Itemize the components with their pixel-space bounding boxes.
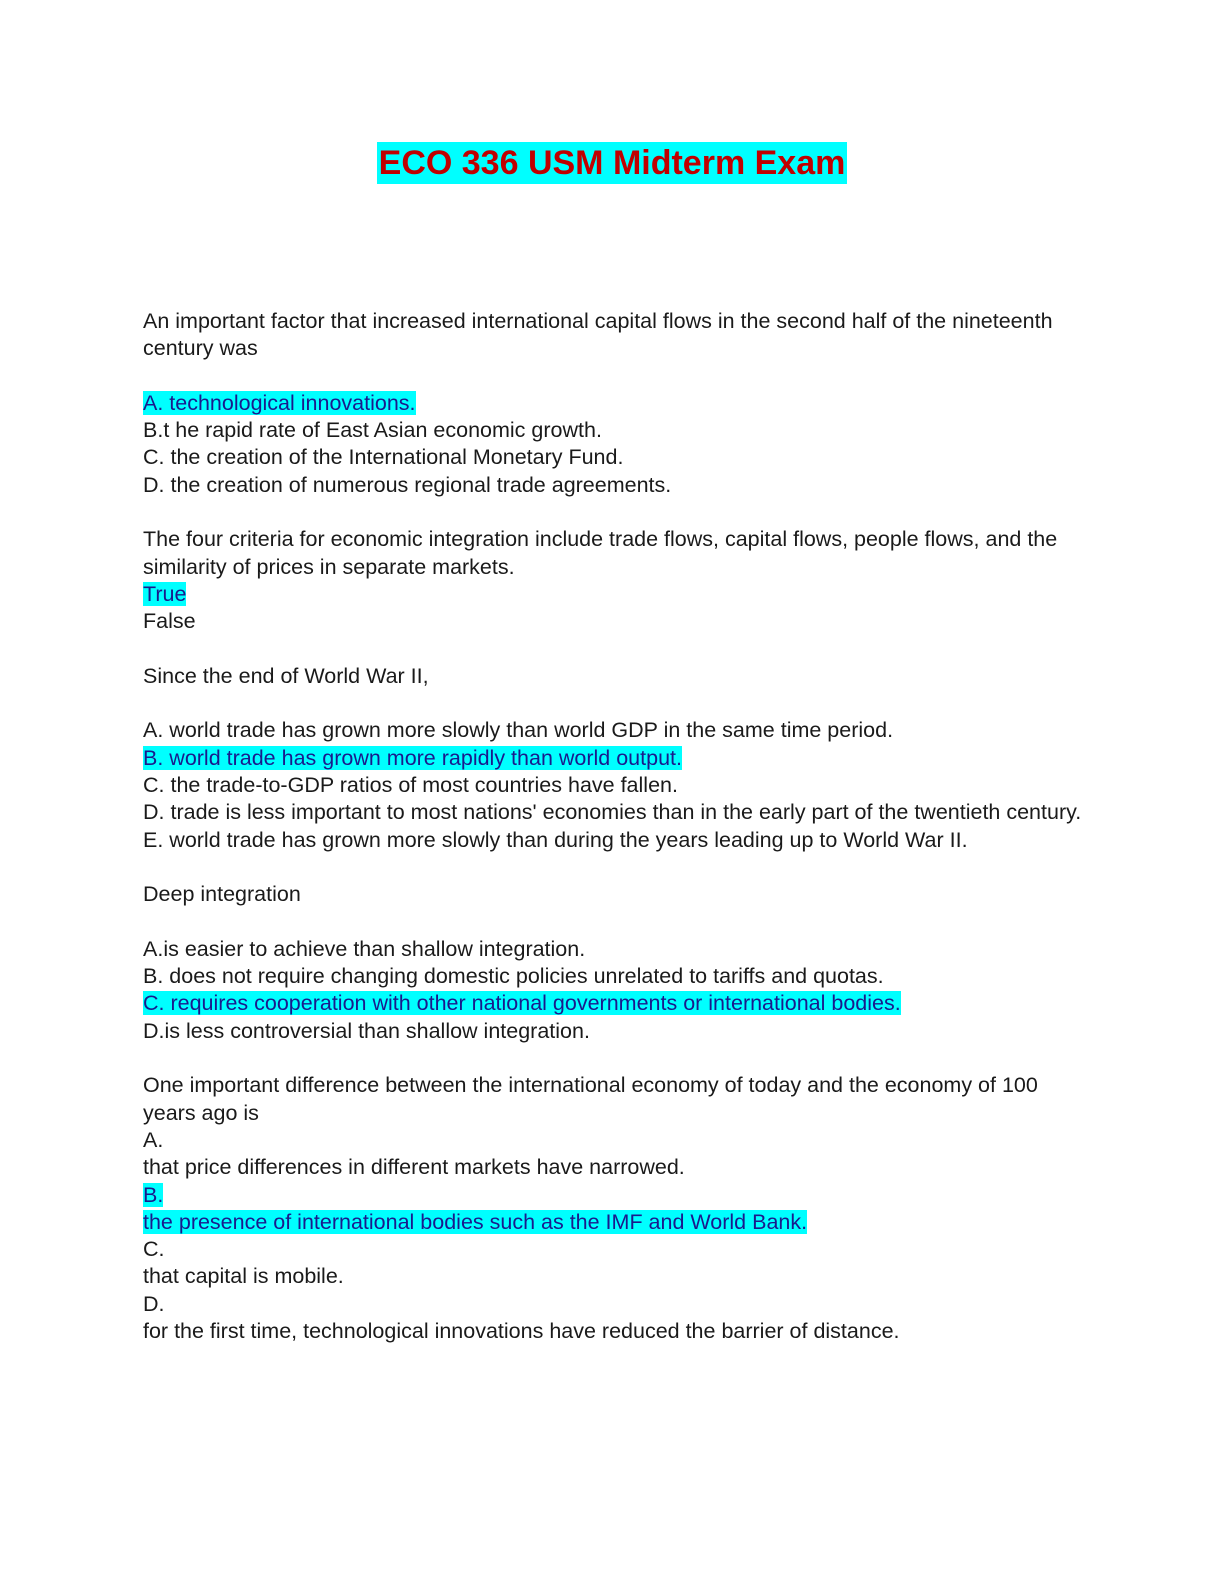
option-letter: D. (143, 1291, 165, 1316)
option-text: for the first time, technological innovations have reduced the barrier of distance. (143, 1318, 900, 1343)
question-prompt: The four criteria for economic integration include trade flows, capital flows, people flows, and the similarity of prices in separate markets. (143, 527, 1058, 579)
answer-option: D. trade is less important to most nations' economies than in the early part of the twentieth century. (143, 800, 1082, 825)
option-letter: A. (143, 1127, 164, 1152)
option-text-correct: the presence of international bodies such as the IMF and World Bank. (143, 1209, 808, 1234)
option-text: that capital is mobile. (143, 1264, 344, 1289)
answer-option: False (143, 609, 196, 634)
answer-option: D.is less controversial than shallow integration. (143, 1018, 590, 1043)
question-prompt: One important difference between the international economy of today and the economy of 100 years ago is (143, 1073, 1038, 1125)
answer-option: B.t he rapid rate of East Asian economic growth. (143, 418, 602, 443)
question-1 (143, 308, 1088, 499)
answer-option: A.is easier to achieve than shallow integration. (143, 936, 586, 961)
question-prompt: An important factor that increased international capital flows in the second half of the nineteenth century was (143, 309, 1053, 361)
question-prompt: Since the end of World War II, (143, 663, 429, 688)
page-title: ECO 336 USM Midterm Exam (378, 144, 846, 182)
question-prompt: Deep integration (143, 882, 301, 907)
option-letter: C. (143, 1237, 165, 1262)
question-4 (143, 881, 1088, 1045)
answer-option: C. the trade-to-GDP ratios of most countries have fallen. (143, 773, 678, 798)
answer-option-correct: True (143, 581, 187, 606)
option-letter-correct: B. (143, 1182, 164, 1207)
answer-option-correct: B. world trade has grown more rapidly than world output. (143, 745, 682, 770)
answer-option-correct: A. technological innovations. (143, 390, 416, 415)
question-3 (143, 663, 1088, 854)
answer-option: B. does not require changing domestic policies unrelated to tariffs and quotas. (143, 964, 884, 989)
question-5 (143, 1072, 1088, 1345)
answer-option-correct: C. requires cooperation with other national governments or international bodies. (143, 991, 901, 1016)
answer-option: C. the creation of the International Monetary Fund. (143, 445, 624, 470)
answer-option: E. world trade has grown more slowly than during the years leading up to World War II. (143, 827, 968, 852)
answer-option: A. world trade has grown more slowly than world GDP in the same time period. (143, 718, 894, 743)
question-2 (143, 526, 1088, 635)
answer-option: D. the creation of numerous regional trade agreements. (143, 472, 672, 497)
exam-content (143, 308, 1088, 1345)
option-text: that price differences in different markets have narrowed. (143, 1155, 685, 1180)
title-wrap (0, 142, 1224, 184)
